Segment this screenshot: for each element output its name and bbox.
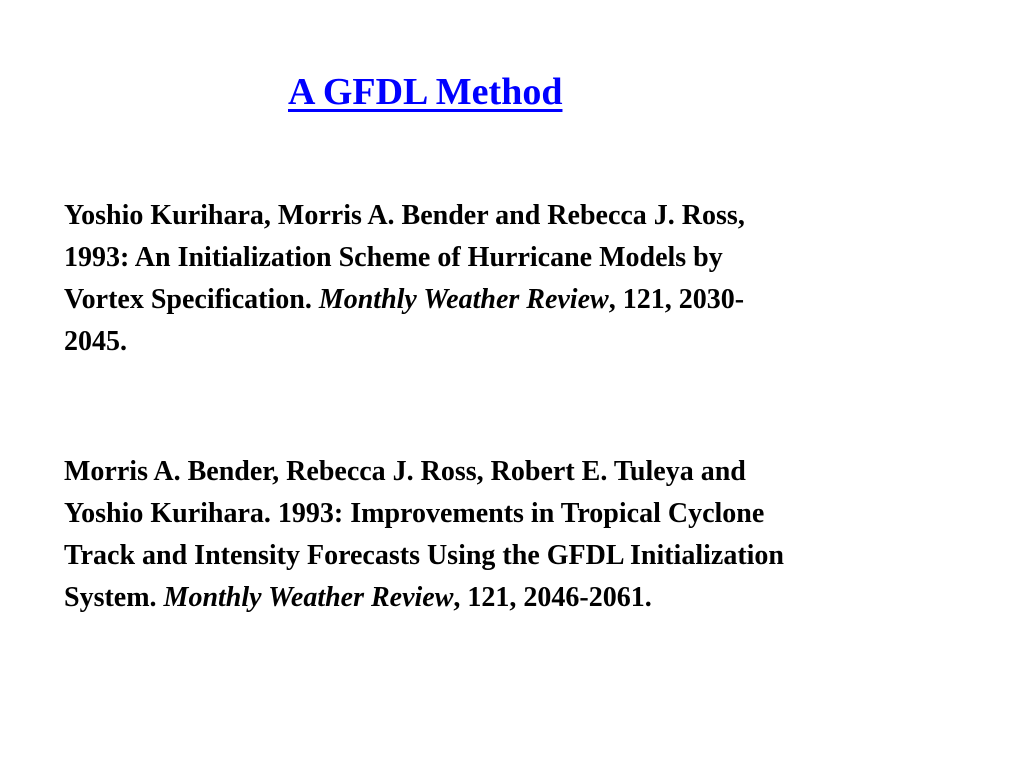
reference-text: System. xyxy=(64,582,164,613)
title-link[interactable]: A GFDL Method xyxy=(288,71,563,113)
reference-line: Morris A. Bender, Rebecca J. Ross, Robert E. Tuleya and xyxy=(64,456,746,487)
reference-line: Track and Intensity Forecasts Using the GFDL Initialization xyxy=(64,540,785,571)
reference-bender-1993 xyxy=(64,451,964,619)
reference-line: 1993: An Initialization Scheme of Hurricane Models by xyxy=(64,242,723,273)
reference-text: Vortex Specification. xyxy=(64,284,319,315)
reference-text: , 121, 2046-2061. xyxy=(453,582,652,613)
reference-line: Yoshio Kurihara, Morris A. Bender and Rebecca J. Ross, xyxy=(64,200,745,231)
journal-name: Monthly Weather Review xyxy=(318,284,609,315)
reference-line: 2045. xyxy=(64,326,127,357)
reference-line xyxy=(64,279,964,321)
journal-name: Monthly Weather Review xyxy=(163,582,454,613)
reference-line: Yoshio Kurihara. 1993: Improvements in Tropical Cyclone xyxy=(64,498,765,529)
reference-line xyxy=(64,577,964,619)
reference-text: , 121, 2030- xyxy=(608,284,745,315)
reference-kurihara-1993 xyxy=(64,195,964,363)
